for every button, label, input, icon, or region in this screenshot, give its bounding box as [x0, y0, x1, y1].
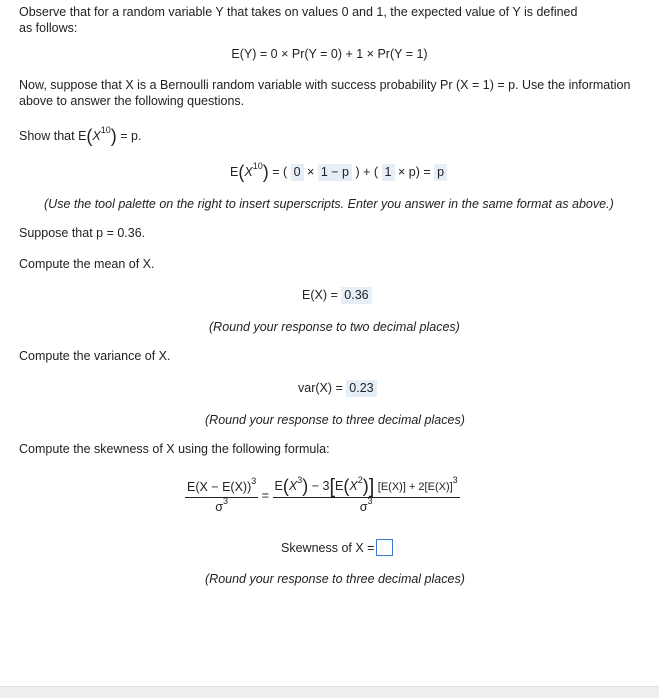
variance-answer-field[interactable]: 0.23	[346, 380, 376, 397]
e-x10-equation: $E(X^{10})$ = ( 0 × 1 − p ) + ( 1 × p) = p	[230, 162, 447, 183]
show-that-prompt: Show that $E(X^{10}) = p$.	[19, 125, 142, 146]
mean-label: E(X) =	[302, 288, 338, 302]
variance-equation	[298, 380, 377, 397]
skewness-prompt: Compute the skewness of X using the following formula:	[19, 442, 330, 456]
answer-field-1-minus-p[interactable]: 1 − p	[318, 164, 352, 181]
skewness-formula: $\frac{E(X - E(X))^3}{\sigma^3}$ = $\frac{E(X^3) - 3[E(X^2)] [E(X)] + 2[E(X)]^3}{\sigma^3}$	[187, 475, 458, 514]
intro-text	[19, 4, 655, 36]
skewness-equation	[281, 539, 393, 556]
intro-line-2: as follows:	[19, 21, 78, 35]
skewness-lhs-fraction: $\frac{E(X - E(X))^3}{\sigma^3}$	[187, 475, 257, 514]
suppose-text: Suppose that p = 0.36.	[19, 226, 146, 240]
intro-line-1: Observe that for a random variable Y that takes on values 0 and 1, the expected value of Y is defined	[19, 5, 578, 19]
mean-answer-field[interactable]: 0.36	[341, 287, 371, 304]
expected-value-equation: E(Y) = 0 × Pr(Y = 0) + 1 × Pr(Y = 1)	[231, 47, 428, 61]
skewness-label: Skewness of X =	[281, 541, 375, 555]
variance-label: var(X) =	[298, 381, 343, 395]
skewness-round-note: (Round your response to three decimal places)	[205, 572, 465, 586]
mean-round-note: (Round your response to two decimal places)	[209, 320, 460, 334]
variance-prompt: Compute the variance of X.	[19, 349, 171, 363]
bernoulli-text	[19, 77, 655, 109]
answer-field-p[interactable]: p	[434, 164, 447, 181]
skewness-rhs-fraction: $\frac{E(X^3) - 3[E(X^2)] [E(X)] + 2[E(X)]^3}{\sigma^3}$	[274, 475, 458, 514]
answer-field-0[interactable]: 0	[291, 164, 304, 181]
bernoulli-line-2: above to answer the following questions.	[19, 94, 245, 108]
skewness-answer-input[interactable]	[376, 539, 393, 556]
answer-field-1[interactable]: 1	[382, 164, 395, 181]
variance-round-note: (Round your response to three decimal places)	[205, 413, 465, 427]
bottom-strip	[0, 686, 659, 698]
mean-equation	[302, 287, 372, 304]
bernoulli-line-1: Now, suppose that X is a Bernoulli random variable with success probability Pr (X = 1) = p. Use the information	[19, 78, 631, 92]
tool-palette-note: (Use the tool palette on the right to insert superscripts. Enter you answer in the same format as above.)	[44, 197, 614, 211]
mean-prompt: Compute the mean of X.	[19, 257, 155, 271]
